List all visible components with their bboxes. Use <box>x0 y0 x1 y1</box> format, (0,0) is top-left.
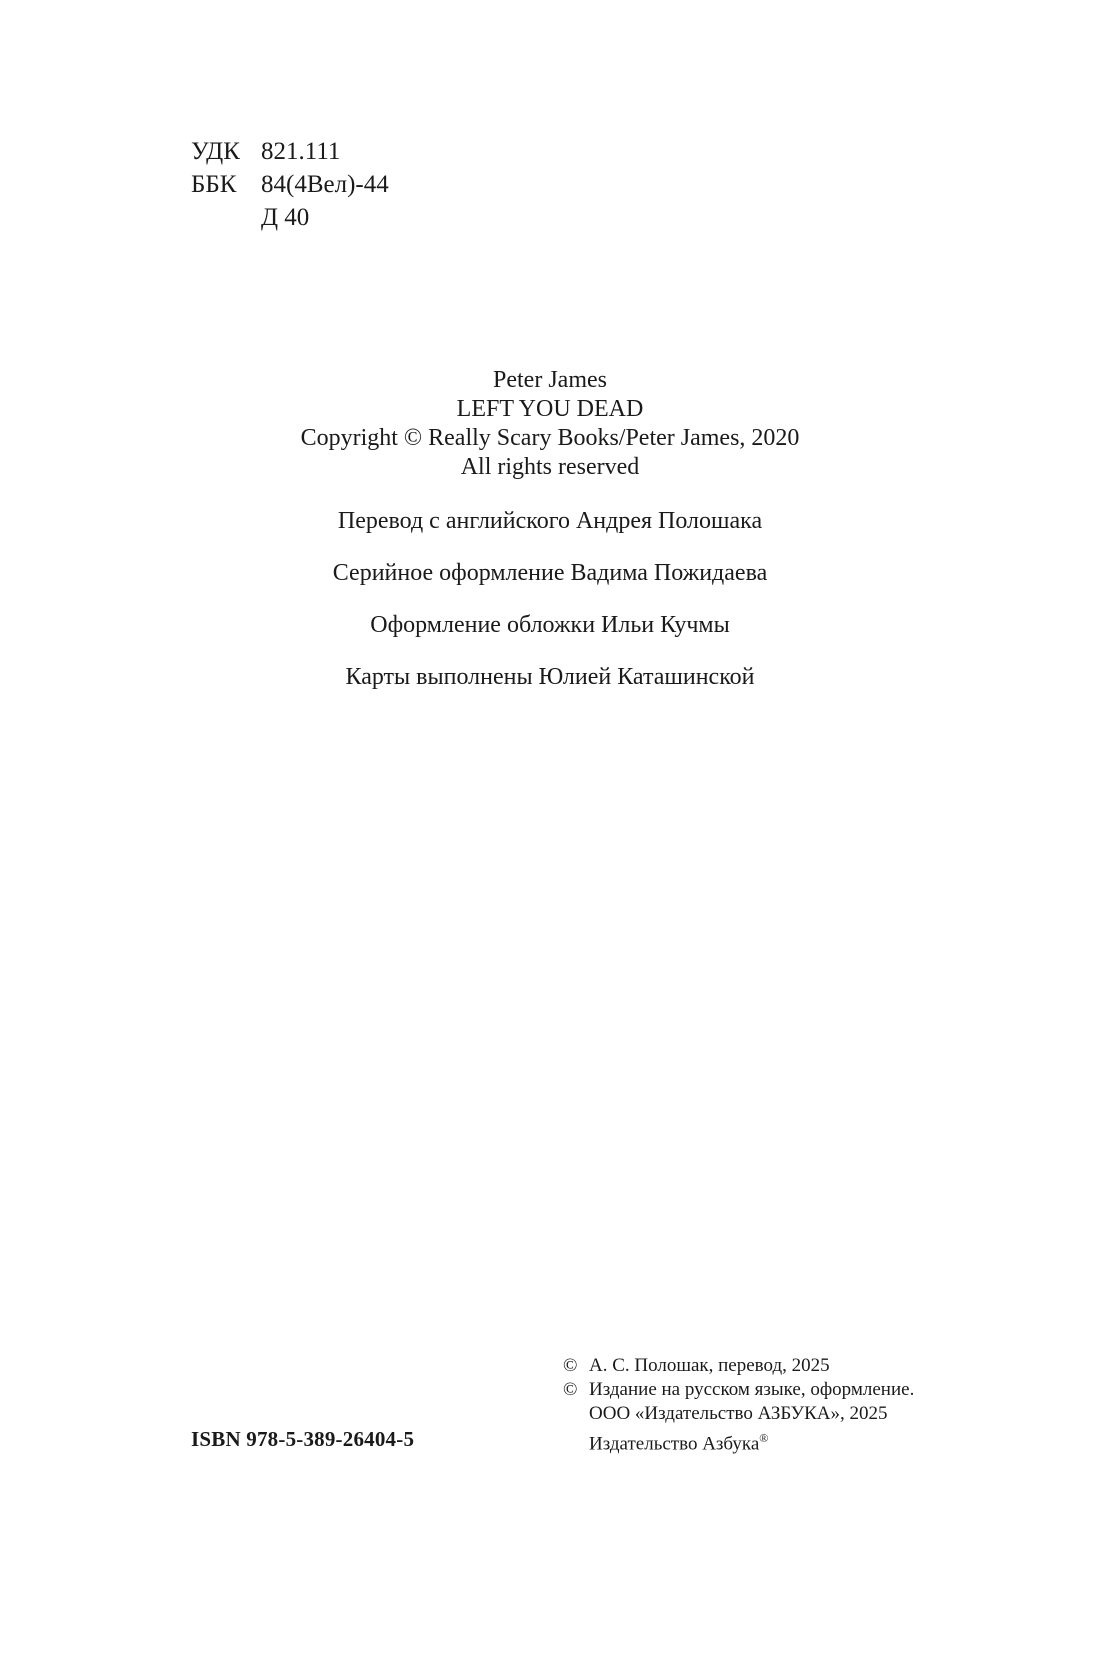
imprint-block <box>563 1354 914 1456</box>
original-author: Peter James <box>493 367 607 393</box>
imprint-edition: Издание на русском языке, оформление. <box>589 1379 915 1400</box>
bbk-label: ББК <box>191 171 237 198</box>
rights-reserved: All rights reserved <box>460 454 640 480</box>
udk-label: УДК <box>191 138 240 165</box>
udk-value: 821.111 <box>261 138 341 165</box>
bbk-value: 84(4Вел)-44 <box>261 171 389 198</box>
copyright-line: Copyright © Really Scary Books/Peter James, 2020 <box>300 425 800 451</box>
udk-row <box>191 135 389 168</box>
imprint-edition-line <box>563 1378 914 1402</box>
imprint-brand-line <box>563 1426 914 1456</box>
bbk-row <box>191 168 389 201</box>
credit-series-design: Серийное оформление Вадима Пожидаева <box>332 560 768 586</box>
imprint-translation-line <box>563 1354 914 1378</box>
credit-maps: Карты выполнены Юлией Каташинской <box>345 664 755 690</box>
credits-block <box>0 507 1100 715</box>
imprint-translation: А. С. Полошак, перевод, 2025 <box>589 1355 830 1376</box>
rights-block <box>0 366 1100 482</box>
catalog-codes <box>191 135 389 234</box>
isbn: ISBN 978-5-389-26404-5 <box>191 1427 415 1451</box>
registered-mark: ® <box>759 1431 769 1445</box>
original-title: LEFT YOU DEAD <box>456 396 644 422</box>
credit-translation: Перевод с английского Андрея Полошака <box>337 508 763 534</box>
imprint-publisher: ООО «Издательство АЗБУКА», 2025 <box>589 1403 888 1424</box>
author-mark: Д 40 <box>261 204 310 231</box>
copyright-symbol: © <box>563 1379 578 1400</box>
imprint-brand: Издательство Азбука <box>589 1433 760 1455</box>
credit-cover-design: Оформление обложки Ильи Кучмы <box>370 612 730 638</box>
copyright-symbol: © <box>563 1355 578 1376</box>
